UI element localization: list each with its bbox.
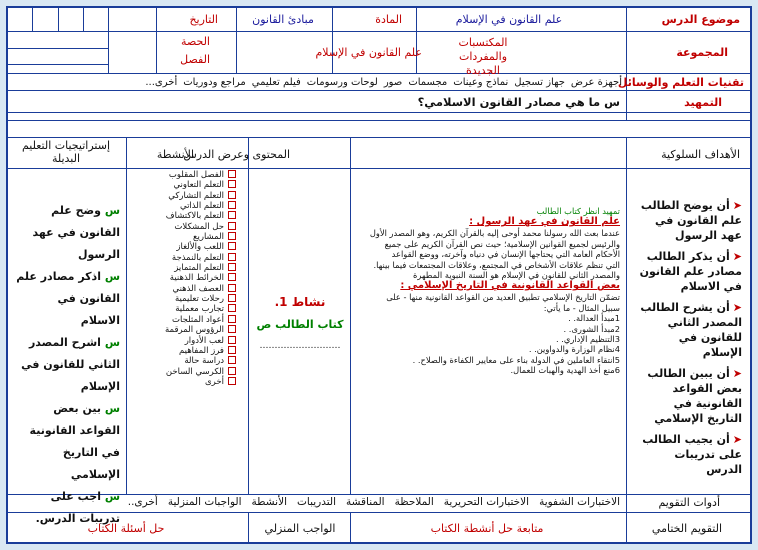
strategy-option[interactable]: لعب الأدوار — [132, 336, 236, 346]
content-line: 4نظام الوزارة والدواوين. . — [528, 344, 620, 355]
strategy-option[interactable]: الرؤوس المرقمة — [132, 325, 236, 335]
strategy-option[interactable]: المشاريع — [132, 232, 236, 242]
group-label: المجموعة — [676, 46, 728, 59]
tools-option[interactable]: أخرى.. — [127, 496, 158, 508]
tools-option[interactable]: المناقشة — [346, 496, 385, 508]
date-label: التاريخ — [189, 13, 218, 26]
strategy-option[interactable]: رحلات تعليمية — [132, 294, 236, 304]
tech-option[interactable]: أخرى... — [145, 77, 178, 88]
strategy-option[interactable]: التعلم بالاكتشاف — [132, 211, 236, 221]
content-line: 5انتقاء العاملين في الدولة بناء على معايير الكفاءة والصلاح. . — [412, 354, 620, 365]
acquired-value: علم القانون في الإسلام — [315, 46, 422, 59]
content-line: الأحكام العامة التي يحتاجها الإنسان في دنياه وآخرته، ووضع القواعد — [391, 249, 620, 260]
objectives-list — [638, 198, 742, 483]
strategy-option[interactable]: التعلم الذاتي — [132, 201, 236, 211]
content-line: 6منع أخذ الهدية والهبات للعمال. — [510, 365, 620, 376]
topic-value: علم القانون في الإسلام — [455, 13, 563, 26]
tech-option[interactable]: مراجع ودوريات — [183, 77, 246, 88]
objective-item: ➤أن يجيب الطالب على تدريبات الدرس — [642, 433, 742, 476]
tools-option[interactable]: الملاحظة — [394, 496, 434, 508]
tools-option[interactable]: الأنشطة — [251, 496, 287, 508]
evaluation-item: س اجب على تدريبات الدرس. — [35, 490, 120, 525]
content-line: 3التنظيم الإداري. . — [555, 334, 620, 345]
strategy-option[interactable]: الكرسي الساخن — [132, 367, 236, 377]
tech-label: تقنيات التعلم والوسائل — [617, 76, 744, 89]
evaluation-item: س بين بعض القواعد القانونية في التاريخ الإسلامي — [29, 402, 120, 481]
tech-option[interactable]: فيلم تعليمي — [251, 77, 301, 88]
subject-value: مبادئ القانون — [252, 13, 314, 26]
tech-option[interactable]: مجسمات — [408, 77, 448, 88]
final-followup: متابعة حل أنشطة الكتاب — [430, 522, 544, 535]
tools-option[interactable]: الاختبارات التحريرية — [443, 496, 530, 508]
activity-line-1: نشاط 1. — [274, 295, 326, 309]
strategy-option[interactable]: التعلم المتمايز — [132, 263, 236, 273]
strategy-option[interactable]: العصف الذهني — [132, 284, 236, 294]
subject-label: المادة — [375, 13, 402, 26]
tech-option[interactable]: صور — [383, 77, 403, 88]
lesson-content — [354, 206, 620, 376]
strategy-option[interactable]: فرز المفاهيم — [132, 346, 236, 356]
evaluation-item: س اذكر مصادر علم القانون في الاسلام — [16, 270, 120, 327]
tools-option[interactable]: الواجبات المنزلية — [167, 496, 242, 508]
content-line: التي تنظم علاقات الأشخاص في المجتمع، وعلاقات المجتمعات فيما بينها. — [373, 259, 620, 270]
tools-label: أدوات التقويم — [658, 496, 720, 509]
strategy-option[interactable]: أخرى — [132, 377, 236, 387]
content-line: 2مبدأ الشورى. . — [563, 323, 620, 334]
tech-option[interactable]: أجهزة عرض — [570, 77, 622, 88]
content-line: والمصدر الثاني للقانون في الإسلام هو السنة النبوية المطهرة — [413, 270, 620, 281]
evaluation-item: س اشرح المصدر الثاني للقانون في الإسلام — [21, 336, 120, 393]
homework-label: الواجب المنزلي — [264, 522, 336, 535]
final-label: التقويم الختامي — [651, 522, 722, 535]
tech-options — [145, 76, 622, 89]
activity-dots: ……………………… — [259, 341, 341, 351]
objective-item: ➤أن يذكر الطالب مصادر علم القانون في الاسلام — [639, 250, 742, 293]
strategy-option[interactable]: تجارب معملية — [132, 304, 236, 314]
evaluation-list — [16, 200, 120, 530]
strategy-option[interactable]: التعلم التشاركي — [132, 191, 236, 201]
content-line: عندما بعث الله رسولنا محمد أوحى إليه بالقرآن الكريم، وهو المصدر الأول — [369, 228, 620, 239]
strategy-option[interactable]: أعواد المثلجات — [132, 315, 236, 325]
content-line: تضمّن التاريخ الإسلامي تطبيق العديد من القواعد القانونية منها - على — [386, 292, 620, 303]
acquired-label: المكتسبات والمفردات الجديدة — [458, 36, 508, 77]
strategy-option[interactable]: الخرائط الذهنية — [132, 273, 236, 283]
topic-label: موضوع الدرس — [661, 13, 740, 26]
content-line: 1مبدأ العدالة. . — [568, 313, 620, 324]
content-intro: تمهيد انظر كتاب الطالب — [536, 206, 620, 216]
content-line: سبيل المثال - ما يأتي: — [543, 302, 620, 313]
intro-label: التمهيد — [684, 96, 722, 109]
col-objectives: الأهداف السلوكية — [661, 148, 740, 161]
tech-option[interactable]: لوحات ورسومات — [306, 77, 378, 88]
strategy-option[interactable]: الفصل المقلوب — [132, 170, 236, 180]
strategy-option[interactable]: التعلم بالنمذجة — [132, 253, 236, 263]
tech-option[interactable]: جهاز تسجيل — [514, 77, 565, 88]
period-label: الحصة — [181, 35, 210, 48]
strategy-option[interactable]: اللعب والألغاز — [132, 242, 236, 252]
tools-option[interactable]: الاختبارات الشفوية — [539, 496, 620, 508]
content-line: والرئيس لجميع القوانين الإسلامية؛ حيث نص القرآن الكريم على جميع — [384, 238, 620, 249]
evaluation-item: س وضح علم القانون في عهد الرسول — [32, 204, 120, 261]
strategy-option[interactable]: التعلم التعاوني — [132, 180, 236, 190]
col-activities: الأنشطة — [156, 148, 194, 161]
book-questions: حل أسئلة الكتاب — [87, 522, 165, 535]
objective-item: ➤أن يبين الطالب بعض القواعد القانونية في التاريخ الإسلامي — [647, 367, 742, 425]
tech-option[interactable]: نماذج وعينات — [453, 77, 509, 88]
intro-question: س ما هي مصادر القانون الاسلامي؟ — [417, 95, 620, 109]
content-heading-2: بعض القواعد القانونية في التاريخ الإسلامي : — [400, 280, 620, 292]
col-strategies: إستراتيجيات التعليم البديلة — [21, 139, 111, 165]
strategy-option[interactable]: دراسة حالة — [132, 356, 236, 366]
objective-item: ➤أن يشرح الطالب المصدر الثاني للقانون في الإسلام — [640, 301, 742, 359]
class-label: الفصل — [180, 53, 210, 66]
objective-item: ➤أن يوضح الطالب علم القانون في عهد الرسول — [640, 199, 742, 242]
tools-options — [128, 496, 620, 509]
strategies-list — [132, 170, 236, 387]
col-content: المحتوى وعرض الدرس — [183, 148, 290, 161]
lesson-plan-form — [6, 6, 752, 544]
activity-line-2: كتاب الطالب ص — [256, 318, 344, 331]
tools-option[interactable]: التدريبات — [296, 496, 337, 508]
content-heading-1: علم القانون في عهد الرسول : — [469, 216, 620, 228]
strategy-option[interactable]: حل المشكلات — [132, 222, 236, 232]
